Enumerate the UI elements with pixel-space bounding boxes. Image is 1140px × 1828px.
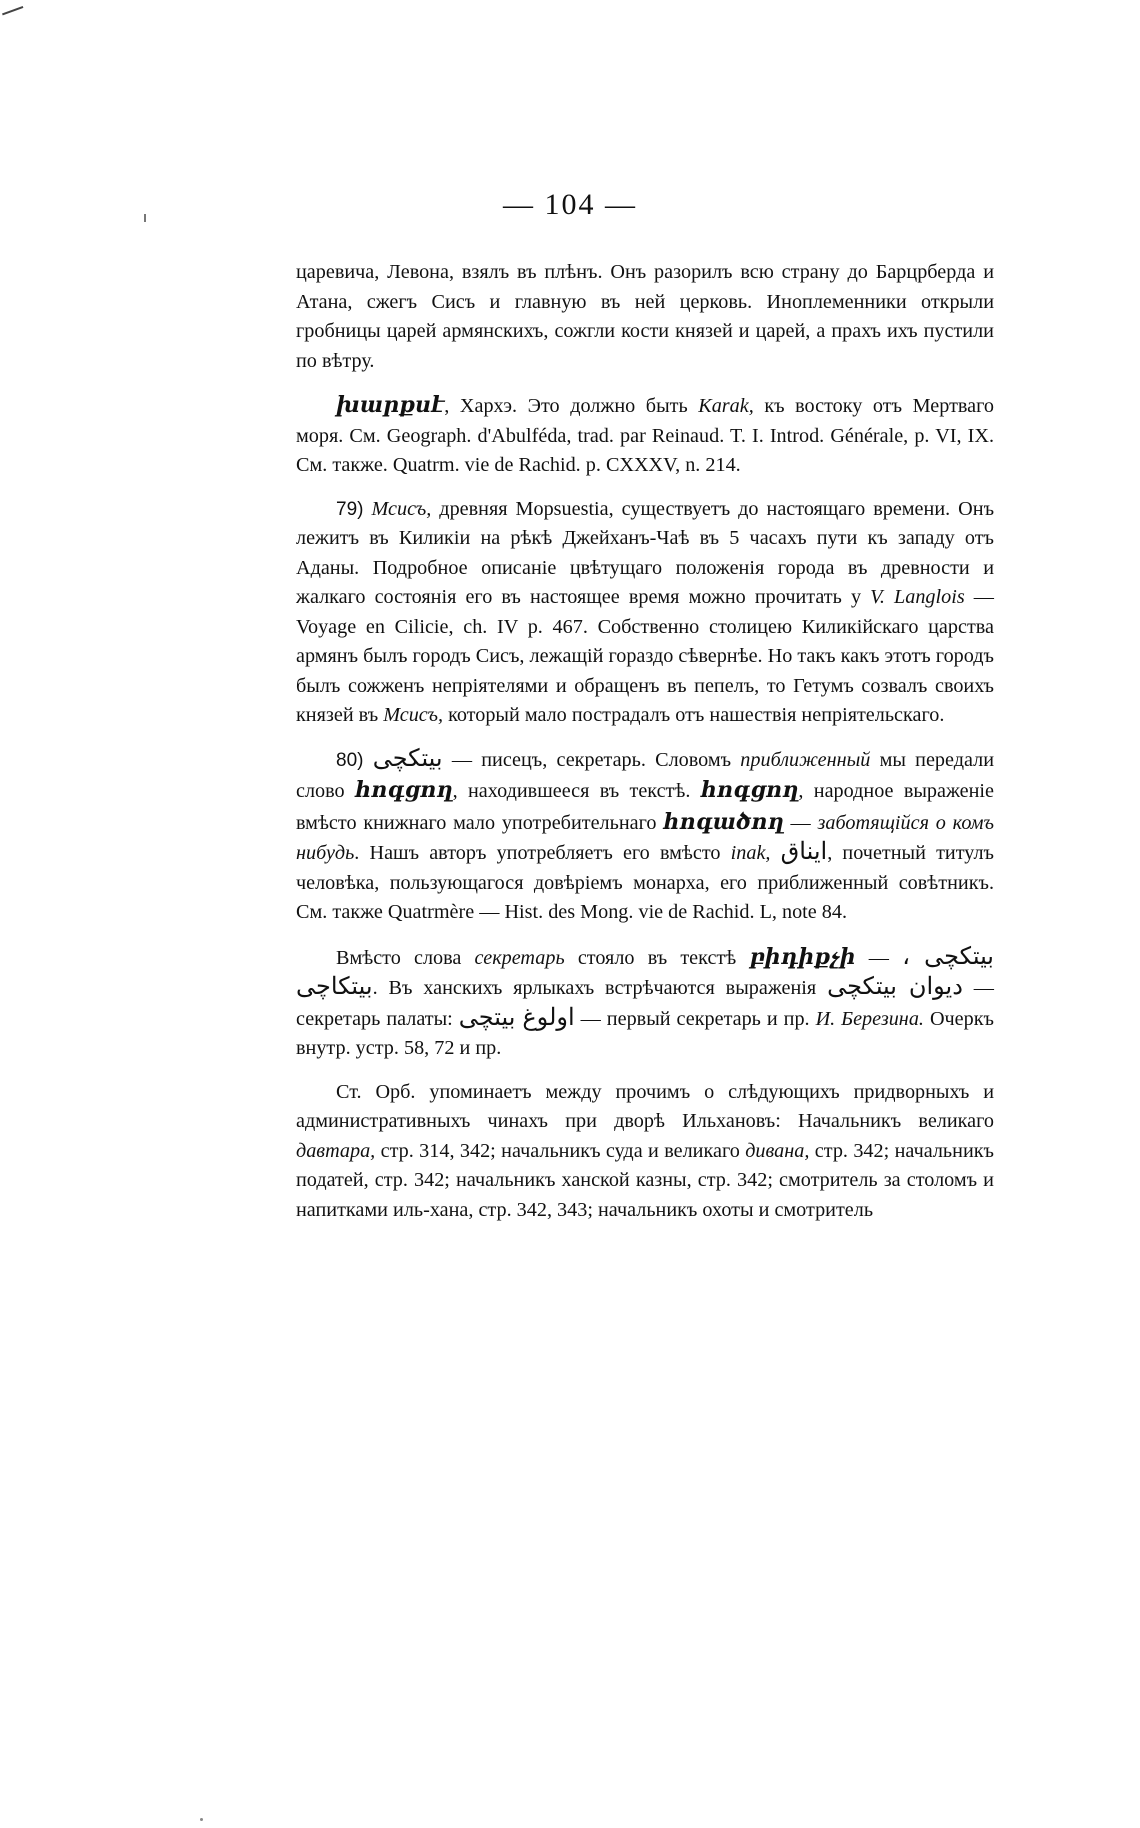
emphasis-term: inak, <box>730 842 771 864</box>
page-number: — 104 — <box>503 188 637 221</box>
note-secretary <box>296 942 994 1064</box>
arabic-term: اولوغ بیتچی <box>458 1004 575 1031</box>
page-body <box>296 258 994 1239</box>
arabic-term: بیتکچی ، بیتکاچی <box>296 943 994 1000</box>
armenian-term: հոգածող <box>663 808 784 834</box>
note-text: — <box>855 946 903 969</box>
note-80 <box>296 745 994 928</box>
note-text: — секретарь палаты: <box>296 977 994 1030</box>
note-text: Хархэ. Это должно быть <box>449 395 699 417</box>
scan-corner-mark <box>0 0 23 15</box>
note-text: — Voyage en Cilicie, ch. IV p. 467. Собственно столицею Киликійскаго царства армянъ былъ городъ Сисъ, лежащій гораздо сѣвернѣе. Но такъ какъ этотъ городъ былъ сожженъ непріятелями и обращенъ въ пепелъ, то Гетумъ созвалъ своихъ князей въ <box>296 586 994 726</box>
armenian-term: հոգցող <box>354 777 453 802</box>
note-text: древняя Mopsuestia, существуетъ до настоящаго времени. Онъ лежитъ въ Киликіи на рѣкѣ Джейханъ-Чаѣ въ 5 часахъ пути къ западу отъ Аданы. Подробное описаніе цвѣтущаго положенія города въ древности и жалкаго состоянія его въ настоящее время можно прочитать у <box>296 497 995 608</box>
note-orbelian <box>296 1078 994 1226</box>
armenian-term: հոգցող <box>700 777 799 802</box>
note-text: . Нашъ авторъ употребляетъ его вмѣсто <box>354 842 731 864</box>
note-text: , почетный титулъ человѣка, пользующагося довѣріемъ монарха, его приближенный совѣтникъ. См. также Quatrmère — Hist. des Mong. vie de Rachid. L, note 84. <box>296 842 994 923</box>
note-text: Вмѣсто слова <box>336 946 475 969</box>
note-text: — <box>783 811 818 834</box>
author-name: V. Langlois <box>870 586 965 608</box>
place-name: Мсисъ, <box>371 497 432 520</box>
paragraph-text: царевича, Левона, взялъ въ плѣнъ. Онъ разорилъ всю страну до Барцрберда и Атана, сжегъ Сисъ и главную въ ней церковь. Иноплеменники открыли гробницы царей армянскихъ, сожгли кости князей и царей, а прахъ ихъ пустили по вѣтру. <box>296 261 994 372</box>
note-text: — первый секретарь и пр. <box>574 1007 816 1030</box>
author-name: И. Березина. <box>815 1007 924 1030</box>
note-text: который мало пострадалъ отъ нашествія непріятельскаго. <box>443 704 945 726</box>
note-number: 80) <box>336 749 364 771</box>
separator: , <box>444 395 450 417</box>
note-text: , находившееся въ текстѣ. <box>452 780 701 802</box>
note-number: 79) <box>336 498 364 520</box>
armenian-term: խարքսէ <box>336 392 445 417</box>
emphasis-term: заботящійся о комъ нибудь <box>296 811 995 864</box>
note-text: . Въ ханскихъ ярлыкахъ встрѣчаются выраженія <box>372 977 828 999</box>
note-text: стр. 314, 342; начальникъ суда и великаго <box>375 1139 746 1162</box>
place-name: Мсисъ, <box>383 704 444 726</box>
emphasis-term: секретарь <box>474 946 565 969</box>
note-text: — писецъ, секретарь. Словомъ <box>442 748 741 771</box>
note-text: Ст. Орб. упоминаетъ между прочимъ о слѣдующихъ придворныхъ и административныхъ чинахъ при дворѣ Ильхановъ: Начальникъ великаго <box>296 1080 994 1132</box>
armenian-term: բիդիքչի <box>749 943 856 969</box>
place-name: Karak, <box>698 395 754 417</box>
emphasis-term: давтара, <box>296 1139 376 1162</box>
note-text: стр. 342; начальникъ податей, стр. 342; начальникъ ханской казны, стр. 342; смотритель за столомъ и напитками иль-хана, стр. 342, 343; начальникъ охоты и смотритель <box>296 1139 994 1221</box>
arabic-term: ایناق <box>780 839 828 865</box>
note-text: къ востоку отъ Мертваго моря. См. Geograph. d'Abulféda, trad. par Reinaud. T. I. Introd. Générale, p. VI, IX. См. также. Quatrm. vie de Rachid. p. CXXXV, n. 214. <box>296 395 994 476</box>
emphasis-term: дивана, <box>745 1139 810 1162</box>
note-text: , народное выраженіе вмѣсто книжнаго мало употребительнаго <box>296 780 994 834</box>
scan-speck <box>200 1818 203 1821</box>
paragraph-continuation <box>296 258 994 376</box>
note-text: стояло въ текстѣ <box>564 946 750 969</box>
note-text: Очеркъ внутр. устр. 58, 72 и пр. <box>296 1007 994 1059</box>
arabic-term: دیوان بیتکچی <box>827 974 963 1000</box>
emphasis-term: приближенный <box>740 748 871 771</box>
arabic-term: بیتکچی <box>372 745 443 772</box>
note-79 <box>296 495 994 731</box>
note-kharkhe <box>296 390 994 481</box>
note-text: мы передали слово <box>296 748 994 802</box>
